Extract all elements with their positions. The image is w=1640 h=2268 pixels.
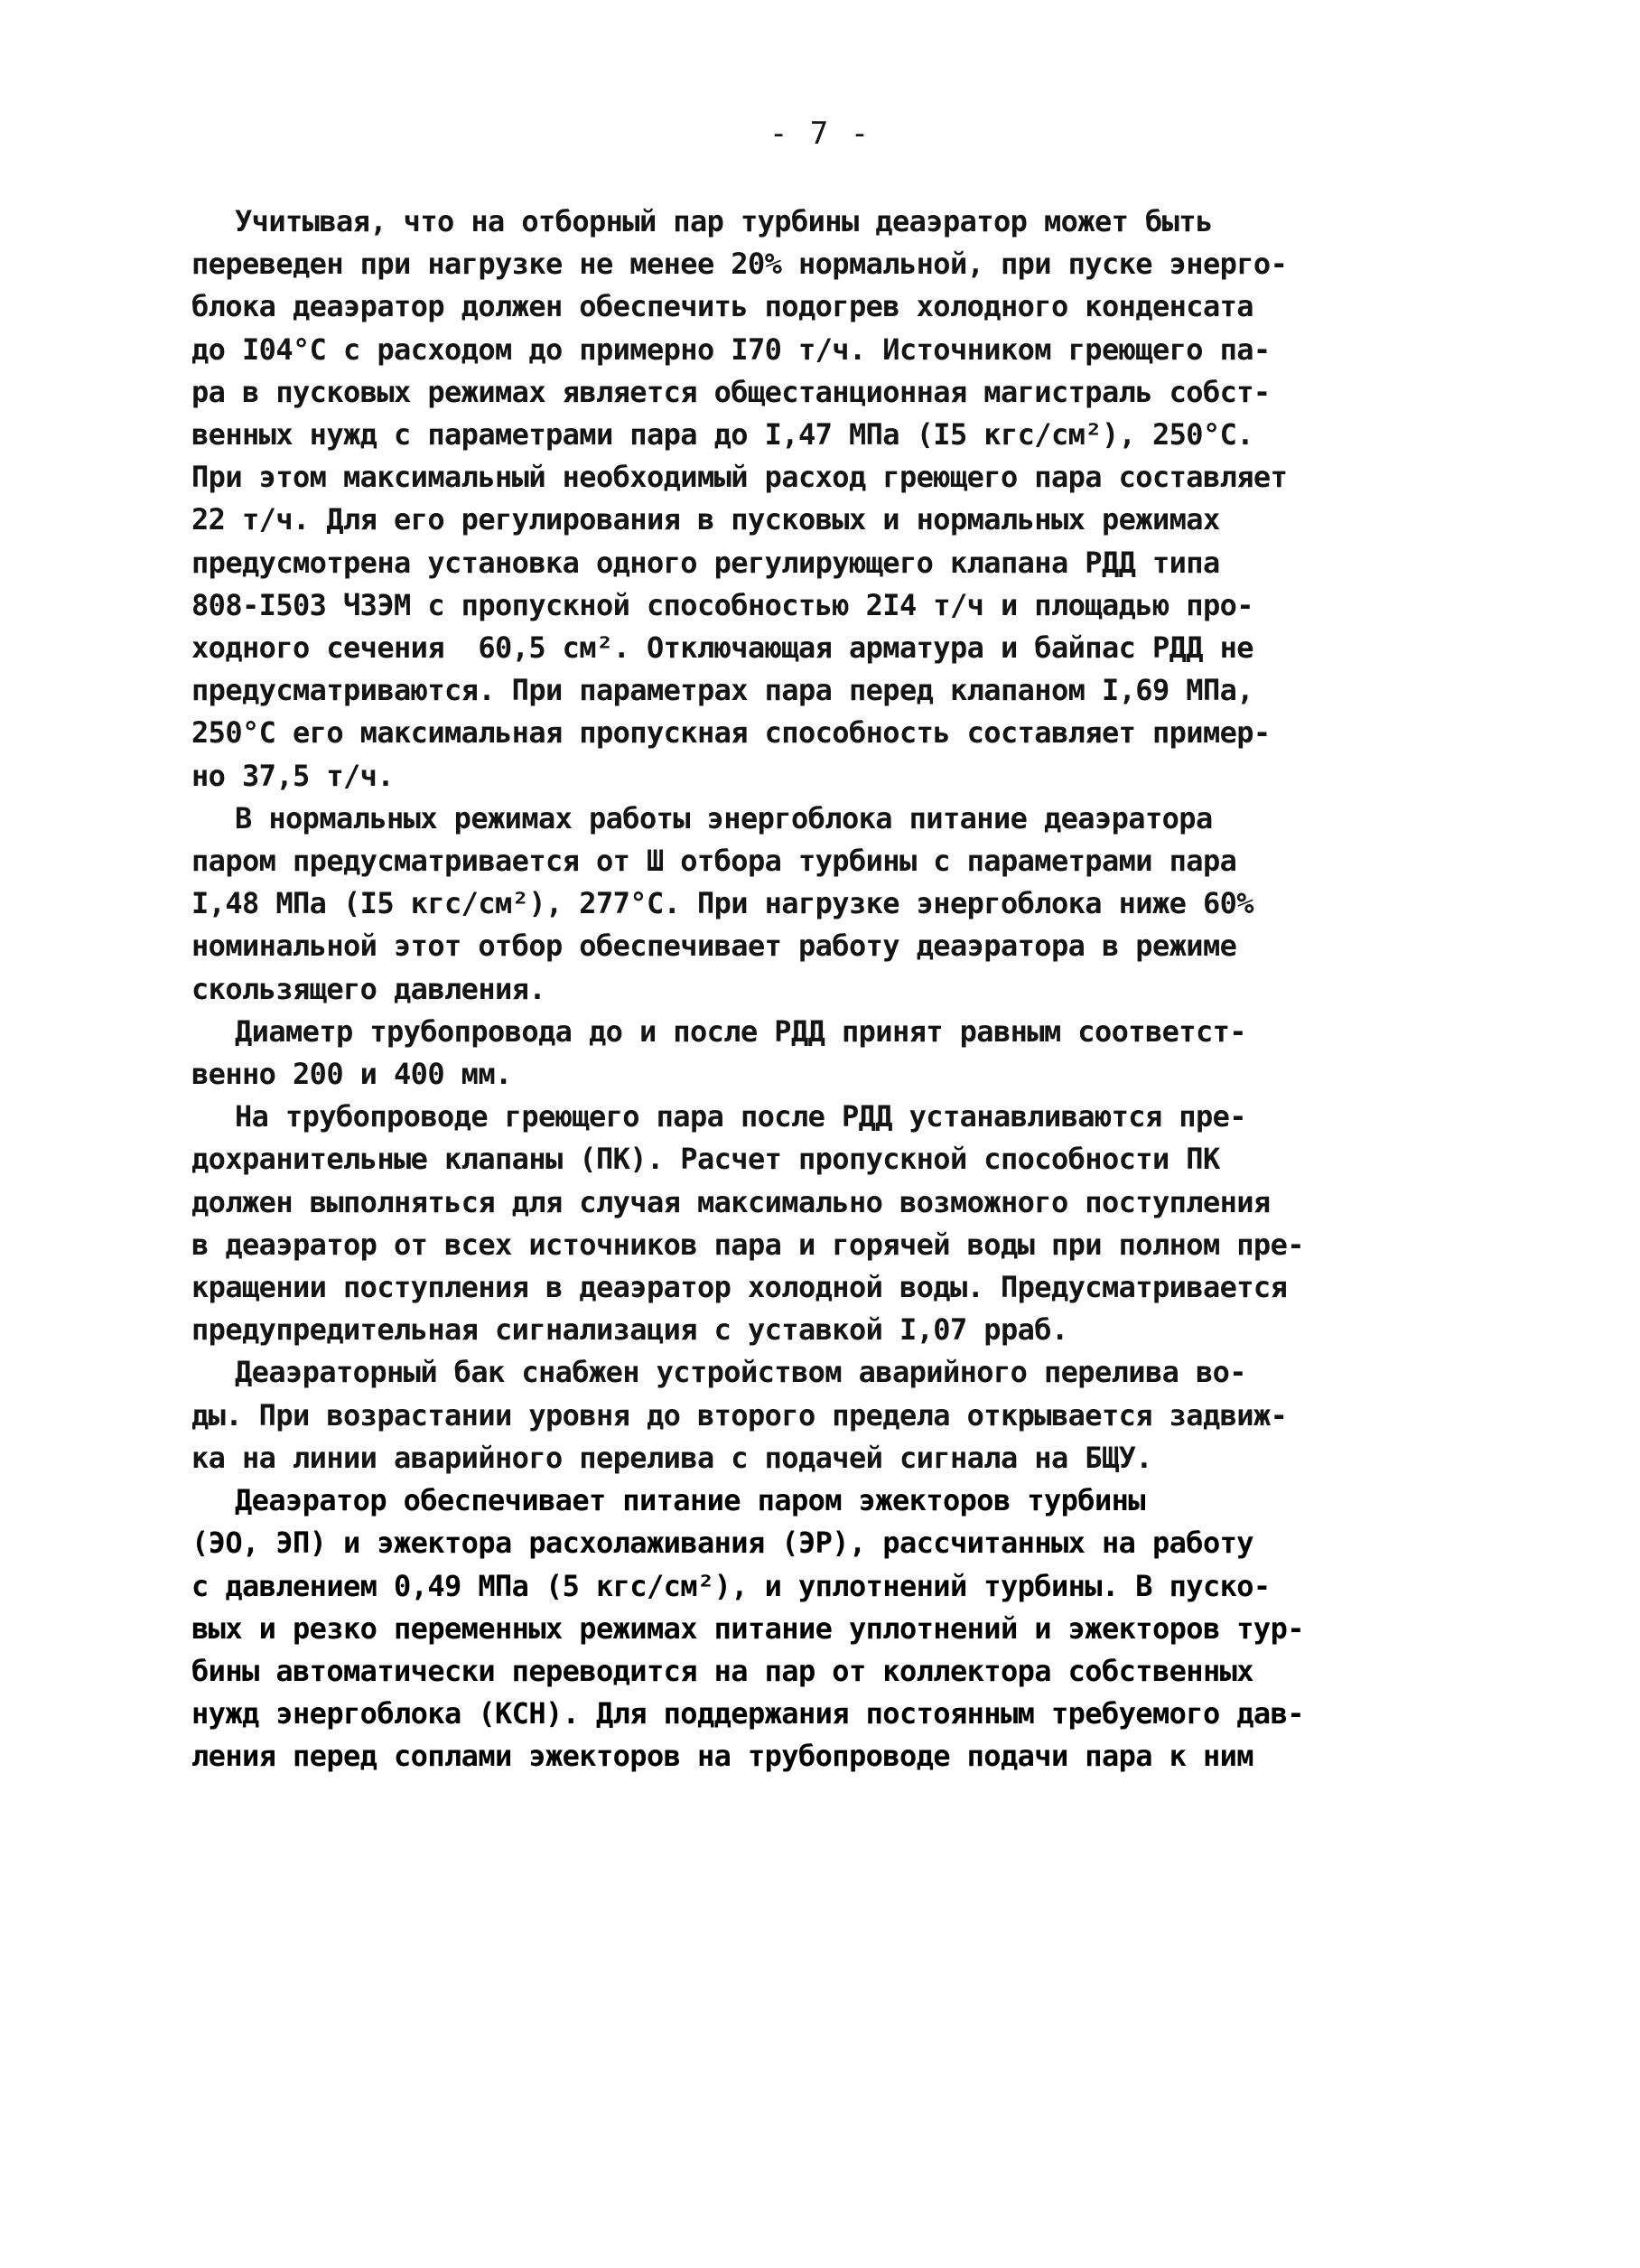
text-line: блока деаэратор должен обеспечить подогрев холодного конденсата [191,289,1253,324]
text-line: На трубопроводе греющего пара после РДД устанавливаются пре- [235,1099,1246,1134]
text-line: в деаэратор от всех источников пара и горячей воды при полном пре- [191,1227,1304,1262]
text-line: но 37,5 т/ч. [191,758,394,793]
text-line: должен выполняться для случая максимально возможного поступления [191,1184,1271,1219]
text-line: 250°С его максимальная пропускная способность составляет пример- [191,715,1271,751]
text-line: В нормальных режимах работы энергоблока питание деаэратора [235,800,1213,835]
text-line: ходного сечения 60,5 см². Отключающая арматура и байпас РДД не [191,630,1253,666]
text-line: номинальной этот отбор обеспечивает работу деаэратора в режиме [191,929,1237,964]
text-line: вых и резко переменных режимах питание уплотнений и эжекторов тур- [191,1610,1304,1646]
text-line: предусмотрена установка одного регулирующего клапана РДД типа [191,545,1220,580]
text-line: нужд энергоблока (КСН). Для поддержания постоянным требуемого дав- [191,1696,1304,1731]
paragraph [191,798,1271,1011]
text-line: до I04°С с расходом до примерно I70 т/ч. Источником греющего па- [191,331,1271,367]
paragraph [191,1096,1304,1351]
paragraph [191,1011,1271,1096]
text-line: дохранительные клапаны (ПК). Расчет пропускной способности ПК [191,1142,1220,1177]
body-text [191,201,1304,1778]
text-line: скользящего давления. [191,971,545,1006]
text-line: ра в пусковых режимах является общестанционная магистраль собст- [191,374,1271,409]
paragraph [191,1479,1304,1778]
text-line: венных нужд с параметрами пара до I,47 МПа (I5 кгс/см²), 250°С. [191,417,1253,453]
text-line: ления перед соплами эжекторов на трубопроводе подачи пара к ним [191,1739,1253,1774]
text-line: ды. При возрастании уровня до второго предела открывается задвиж- [191,1397,1288,1433]
text-line: 808-I503 ЧЗЭМ с пропускной способностью 2I4 т/ч и площадью про- [191,587,1253,622]
text-line: I,48 МПа (I5 кгс/см²), 277°С. При нагрузке энергоблока ниже 60% [191,886,1253,921]
page-number: - 7 - [769,116,871,152]
paragraph [191,1351,1288,1479]
text-line: предусматриваются. При параметрах пара перед клапаном I,69 МПа, [191,673,1253,708]
text-line: кращении поступления в деаэратор холодной воды. Предусматривается [191,1270,1288,1305]
text-line: При этом максимальный необходимый расход греющего пара составляет [191,460,1288,495]
text-line: с давлением 0,49 МПа (5 кгс/см²), и уплотнений турбины. В пуско- [191,1568,1271,1603]
text-line: паром предусматривается от Ш отбора турбины с параметрами пара [191,844,1237,879]
text-line: Учитывая, что на отборный пар турбины деаэратор может быть [235,204,1213,238]
text-line: Деаэратор обеспечивает питание паром эжекторов турбины [235,1483,1145,1518]
text-line: венно 200 и 400 мм. [191,1057,512,1092]
text-line: ка на линии аварийного перелива с подачей сигнала на БЩУ. [191,1440,1152,1475]
paragraph [191,201,1288,798]
text-line: Деаэраторный бак снабжен устройством аварийного перелива во- [235,1355,1246,1390]
text-line: (ЭО, ЭП) и эжектора расхолаживания (ЭР), рассчитанных на работу [191,1526,1253,1561]
text-line: бины автоматически переводится на пар от коллектора собственных [191,1653,1253,1688]
text-line: переведен при нагрузке не менее 20% нормальной, при пуске энерго- [191,247,1288,282]
text-line: Диаметр трубопровода до и после РДД принят равным соответст- [235,1013,1246,1049]
text-line: предупредительная сигнализация с уставкой I,07 pраб. [191,1312,1068,1348]
text-line: 22 т/ч. Для его регулирования в пусковых и нормальных режимах [191,502,1220,537]
